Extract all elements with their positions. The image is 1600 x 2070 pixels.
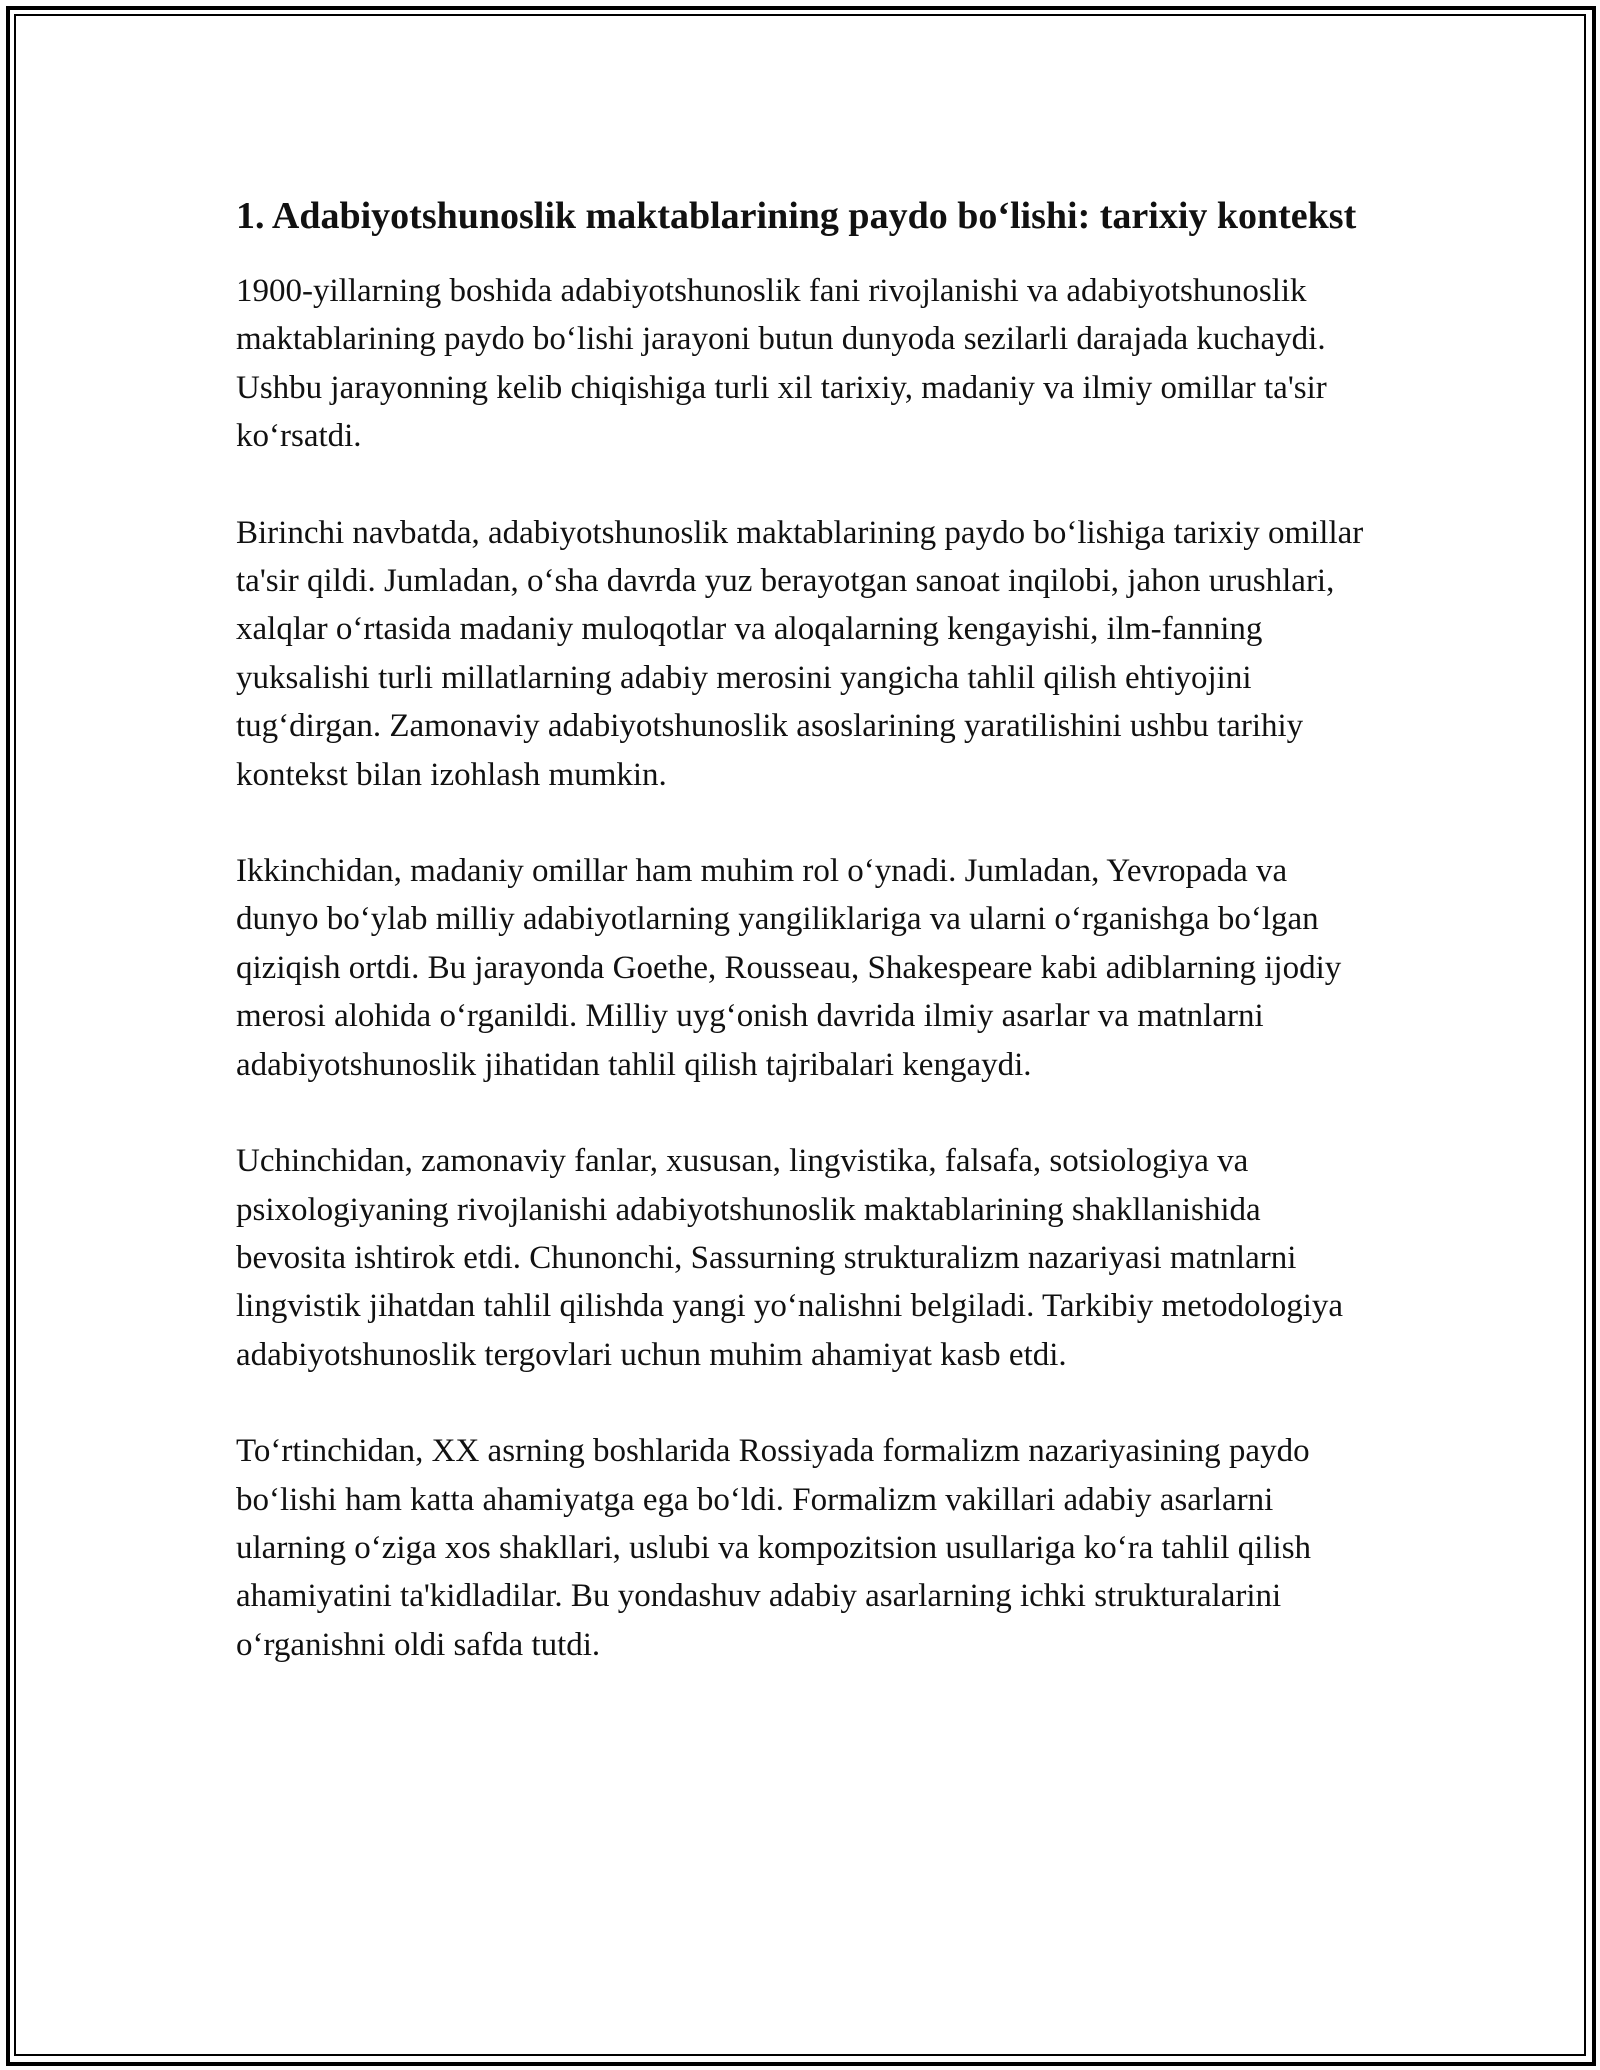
paragraph-modern-sciences: Uchinchidan, zamonaviy fanlar, xususan, lingvistika, falsafa, sotsiologiya va psixologiyaning rivojlanishi adabiyotshunoslik maktablarining shakllanishida bevosita ishtirok etdi. Chunonchi, Sassurning strukturalizm nazariyasi matnlarni lingvistik jihatdan tahlil qilishda yangi yo‘nalishni belgiladi. Tarkibiy metodologiya adabiyotshunoslik tergovlari uchun muhim ahamiyat kasb etdi. bbox=[236, 1143, 1344, 1373]
paragraph-formalism: To‘rtinchidan, XX asrning boshlarida Rossiyada formalizm nazariyasining paydo bo‘lishi ham katta ahamiyatga ega bo‘ldi. Formalizm vakillari adabiy asarlarni ularning o‘ziga xos shakllari, uslubi va kompozitsion usullariga ko‘ra tahlil qilish ahamiyatini ta'kidladilar. Bu yondashuv adabiy asarlarning ichki strukturalarini o‘rganishni oldi safda tutdi. bbox=[236, 1433, 1312, 1663]
paragraph-cultural-factors: Ikkinchidan, madaniy omillar ham muhim rol o‘ynadi. Jumladan, Yevropada va dunyo bo‘ylab milliy adabiyotlarning yangiliklariga va ularni o‘rganishga bo‘lgan qiziqish ortdi. Bu jarayonda Goethe, Rousseau, Shakespeare kabi adiblarning ijodiy merosi alohida o‘rganildi. Milliy uyg‘onish davrida ilmiy asarlar va matnlarni adabiyotshunoslik jihatidan tahlil qilish tajribalari kengaydi. bbox=[236, 853, 1342, 1083]
section-heading: 1. Adabiyotshunoslik maktablarining paydo bo‘lishi: tarixiy kontekst bbox=[236, 195, 1357, 237]
paragraph-historical-factors: Birinchi navbatda, adabiyotshunoslik maktablarining paydo bo‘lishiga tarixiy omillar ta'sir qildi. Jumladan, o‘sha davrda yuz berayotgan sanoat inqilobi, jahon urushlari, xalqlar o‘rtasida madaniy muloqotlar va aloqalarning kengayishi, ilm-fanning yuksalishi turli millatlarning adabiy merosini yangicha tahlil qilish ehtiyojini tug‘dirgan. Zamonaviy adabiyotshunoslik asoslarining yaratilishini ushbu tarihiy kontekst bilan izohlash mumkin. bbox=[236, 514, 1364, 793]
document-body bbox=[236, 188, 1376, 1669]
paragraph-intro: 1900-yillarning boshida adabiyotshunoslik fani rivojlanishi va adabiyotshunoslik maktablarining paydo bo‘lishi jarayoni butun dunyoda sezilarli darajada kuchaydi. Ushbu jarayonning kelib chiqishiga turli xil tarixiy, madaniy va ilmiy omillar ta'sir ko‘rsatdi. bbox=[236, 273, 1327, 455]
